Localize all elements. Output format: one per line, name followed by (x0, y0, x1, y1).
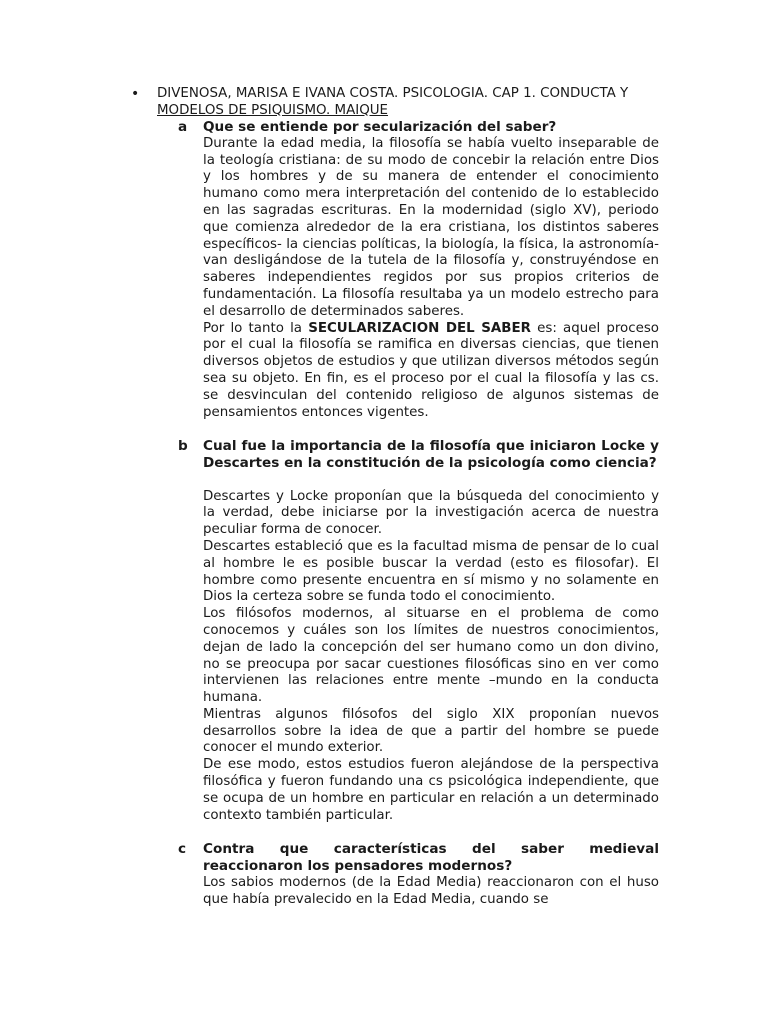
answer-paragraph: Los sabios modernos (de la Edad Media) reaccionaron con el huso que había prevalecido en la Edad Media, cuando se (203, 874, 659, 907)
answer-paragraph: Descartes estableció que es la facultad misma de pensar de lo cual al hombre le es posible buscar la verdad (esto es filosofar). El hombre como presente encuentra en sí mismo y no solamente en Dios la certeza sobre se funda todo el conocimiento. (203, 538, 659, 605)
reference-heading (157, 86, 662, 120)
answer-paragraph: Durante la edad media, la filosofía se había vuelto inseparable de la teología cristiana: de su modo de concebir la relación entre Dios y los hombres y de su manera de entender el conocimiento humano como mera interpretación del contenido de lo establecido en las sagradas escrituras. En la modernidad (siglo XV), periodo que comienza alrededor de la era cristiana, los distintos saberes específicos- la ciencias políticas, la biología, la física, la astronomía-van desligándose de la tutela de la filosofía y, construyéndose en saberes independientes regidos por sus propios criterios de fundamentación. La filosofía resultaba ya un modelo estrecho para el desarrollo de determinados saberes. (203, 135, 659, 319)
answer-paragraph: De ese modo, estos estudios fueron alejándose de la perspectiva filosófica y fueron fundando una cs psicológica independiente, que se ocupa de un hombre en particular en relación a un determinado contexto también particular. (203, 757, 659, 823)
answer-text: es: aquel proceso por el cual la filosofía se ramifica en diversas ciencias, que tienen diversos objetos de estudios y que utilizan diversos métodos según sea su objeto. En fin, es el proceso por el cual la filosofía y las cs. se desvinculan del contenido religioso de algunos sistemas de pensamientos entonces vigentes. (203, 320, 659, 420)
question-b (178, 438, 662, 824)
answer-text: Por lo tanto la (203, 320, 309, 336)
question-body (203, 841, 659, 908)
question-c (178, 841, 662, 908)
question-a (178, 119, 662, 421)
question-title: Que se entiende por secularización del saber? (203, 119, 557, 135)
answer-paragraph (203, 321, 659, 422)
question-title: Contra que características del saber medieval reaccionaron los pensadores modernos? (203, 841, 659, 875)
question-title: Cual fue la importancia de la filosofía que iniciaron Locke y Descartes en la constitución de la psicología como ciencia? (203, 438, 659, 471)
bullet-dot: • (131, 86, 140, 102)
question-letter: b (178, 438, 188, 455)
reference-line-1: DIVENOSA, MARISA E IVANA COSTA. PSICOLOGIA. CAP 1. CONDUCTA Y (157, 86, 629, 101)
reference-line-2: MODELOS DE PSIQUISMO. MAIQUE (157, 102, 389, 118)
question-body (203, 119, 659, 421)
question-letter: a (178, 119, 188, 135)
question-letter: c (178, 841, 187, 858)
key-term: SECULARIZACION DEL SABER (308, 320, 531, 336)
question-body (203, 438, 659, 824)
answer-paragraph: Descartes y Locke proponían que la búsqueda del conocimiento y la verdad, debe iniciarse por la investigación acerca de nuestra peculiar forma de conocer. (203, 488, 659, 538)
answer-paragraph: Los filósofos modernos, al situarse en el problema de como conocemos y cuáles son los límites de nuestros conocimientos, dejan de lado la concepción del ser humano como un don divino, no se preocupa por sacar cuestiones filosóficas sino en ver como intervienen las relaciones entre mente –mundo en la conducta humana. (203, 606, 659, 706)
answer-paragraph: Mientras algunos filósofos del siglo XIX proponían nuevos desarrollos sobre la idea de que a partir del hombre se puede conocer el mundo exterior. (203, 706, 659, 756)
questions-list (178, 119, 662, 908)
